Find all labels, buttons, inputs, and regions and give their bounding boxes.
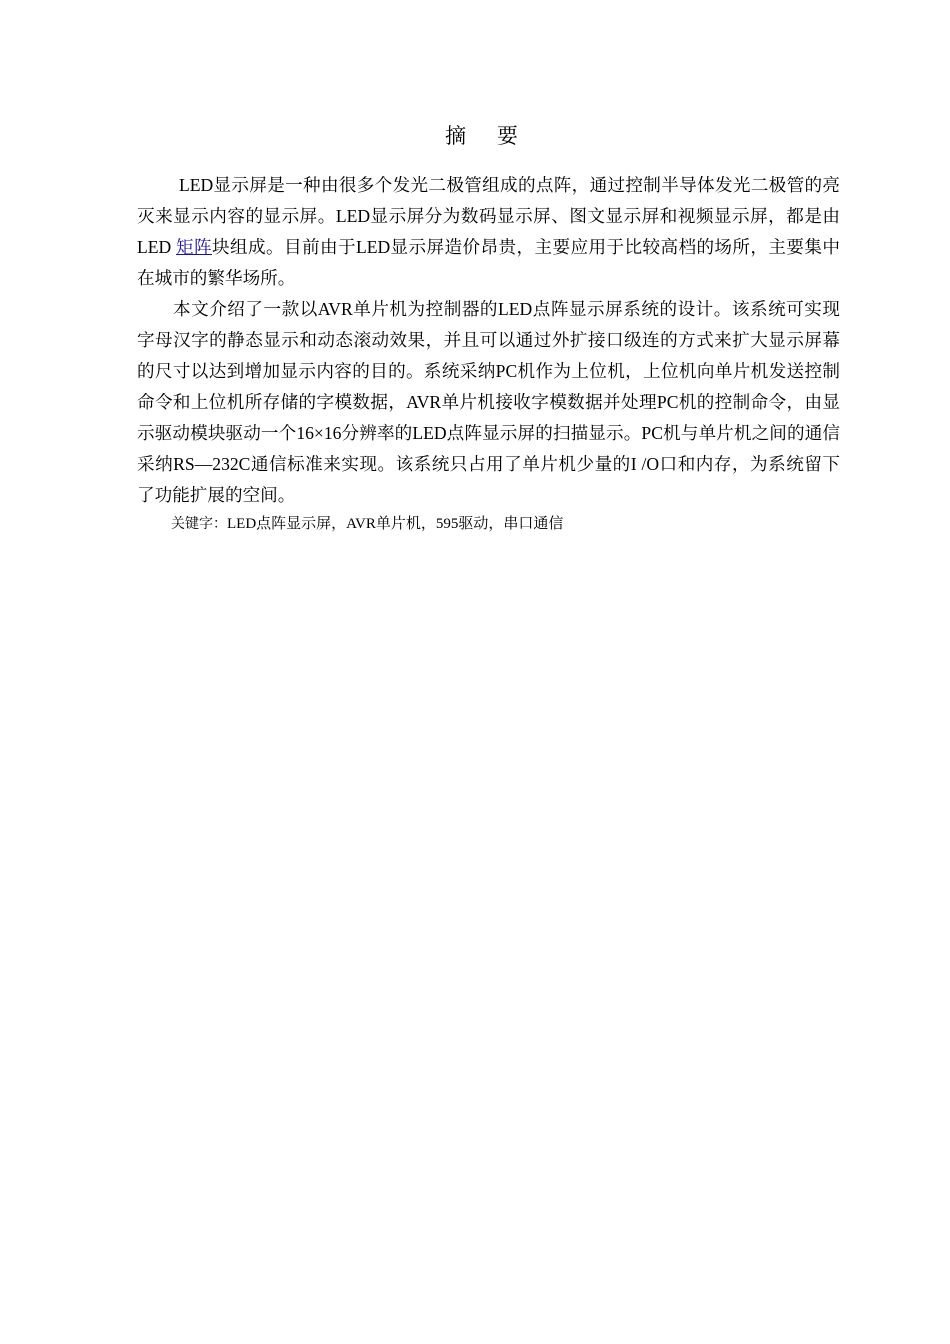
paragraph-1-text-a: LED显示屏是一种由很多个发光二极管组成的点阵，通过控制半导体发光二极管的亮灭来显示内容的显示屏。LED显示屏分为数码显示屏、图文显示屏和视频显示屏，都是由LED bbox=[137, 175, 840, 257]
paragraph-2: 本文介绍了一款以AVR单片机为控制器的LED点阵显示屏系统的设计。该系统可实现字母汉字的静态显示和动态滚动效果，并且可以通过外扩接口级连的方式来扩大显示屏幕的尺寸以达到增加显示内容的目的。系统采纳PC机作为上位机，上位机向单片机发送控制命令和上位机所存储的字模数据，AVR单片机接收字模数据并处理PC机的控制命令，由显示驱动模块驱动一个16×16分辨率的LED点阵显示屏的扫描显示。PC机与单片机之间的通信采纳RS—232C通信标准来实现。该系统只占用了单片机少量的I /O口和内存，为系统留下了功能扩展的空间。 bbox=[137, 299, 840, 505]
keywords-line bbox=[171, 513, 831, 535]
abstract-title: 摘 要 bbox=[445, 124, 530, 148]
keywords-text: LED点阵显示屏，AVR单片机，595驱动，串口通信 bbox=[227, 516, 564, 532]
paragraph-1 bbox=[137, 170, 840, 294]
abstract-body bbox=[137, 170, 840, 511]
paragraph-1-text-b: 块组成。目前由于LED显示屏造价昂贵，主要应用于比较高档的场所，主要集中在城市的繁华场所。 bbox=[137, 237, 840, 288]
keywords-label: 关键字： bbox=[171, 516, 227, 532]
matrix-link[interactable]: 矩阵 bbox=[176, 237, 212, 257]
